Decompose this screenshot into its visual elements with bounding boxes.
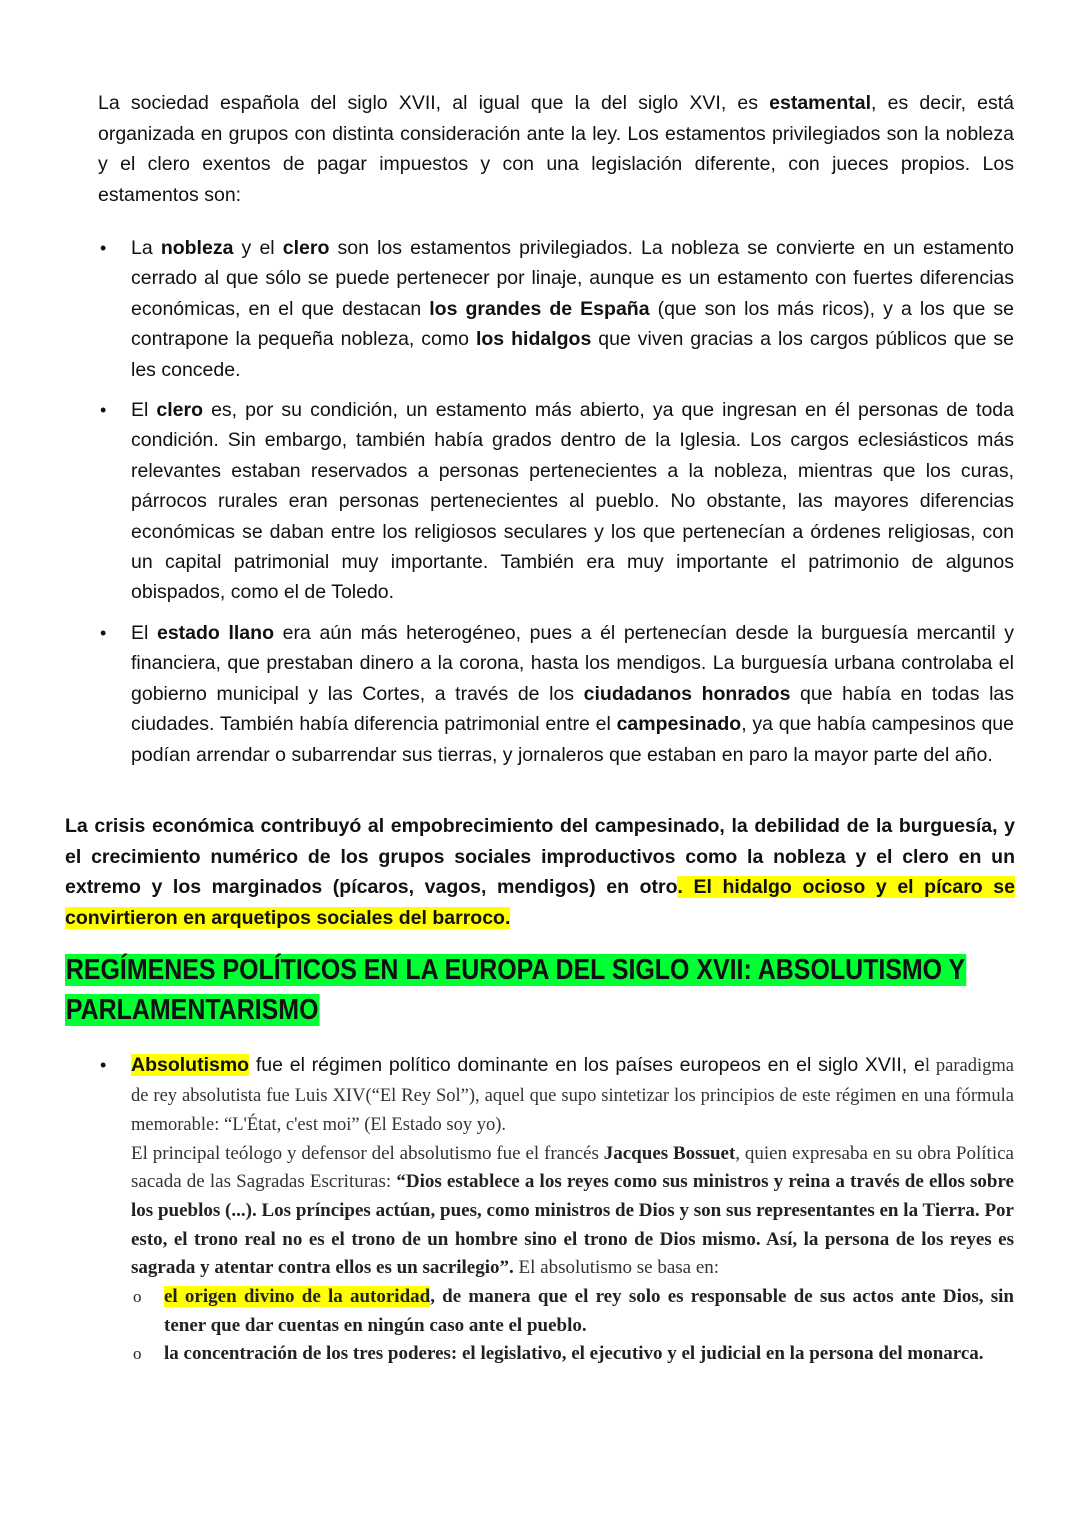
term-ciudadanos-honrados: ciudadanos honrados (583, 682, 791, 705)
intro-text: La sociedad española del siglo XVII, al igual que la del siglo XVI, es (98, 92, 770, 114)
absolutismo-bases-list (98, 1283, 1014, 1369)
bullet-icon: • (100, 622, 107, 643)
term-estamental: estamental (769, 92, 872, 114)
bullet-icon: • (100, 400, 107, 421)
absolutismo-item (98, 1051, 1014, 1369)
list-item-tres-poderes: o la concentración de los tres poderes: el legislativo, el ejecutivo y el judicial en la persona del monarca. (98, 1340, 1014, 1369)
term-estado-llano: estado llano (156, 621, 274, 644)
circle-bullet-icon: o (133, 1287, 142, 1307)
list-item-origen-divino: o el origen divino de la autoridad, de manera que el rey solo es responsable de sus actos ante Dios, sin tener que dar cuentas en ningún caso ante el pueblo. (98, 1283, 1014, 1340)
term-clero: clero (156, 399, 204, 422)
highlighted-conclusion: . El hidalgo ocioso y el pícaro se convirtieron en arquetipos sociales del barroco. (65, 876, 1015, 929)
section-heading (65, 950, 1020, 1030)
term-nobleza: nobleza (160, 237, 234, 259)
intro-text-cont: , es decir, está organizada en grupos con distinta consideración ante la ley. Los estamentos privilegiados son la nobleza y el clero exentos de pagar impuestos y con una legislación diferente, con jueces propios. Los estamentos son: (98, 92, 1014, 206)
intro-paragraph (98, 88, 1014, 210)
heading-line-2: PARLAMENTARISMO (65, 994, 319, 1026)
bossuet-paragraph: El principal teólogo y defensor del absolutismo fue el francés Jacques Bossuet, quien expresaba en su obra Política sacada de las Sagradas Escrituras: “Dios establece a los reyes como sus ministros y reina a través de ellos sobre los pueblos (...). Los príncipes actúan, pues, como ministros de Dios y son sus representantes en la Tierra. Por esto, el trono real no es el trono de un hombre sino el trono de Dios mismo. Así, la persona de los reyes es sagrada y atentar contra ellos es un sacrilegio”. El absolutismo se basa en: (131, 1142, 1014, 1279)
term-clero: clero (282, 237, 330, 259)
bullet-icon: • (100, 1055, 107, 1075)
absolutismo-definition: Absolutismo fue el régimen político dominante en los países europeos en el siglo XVII, el paradigma de rey absolutista fue Luis XIV(“El Rey Sol”), aquel que supo sintetizar los principios de este régimen en una fórmula memorable: “L'État, c'est moi” (El Estado soy yo). (131, 1054, 1014, 1135)
term-grandes-de-espana: los grandes de España (429, 297, 650, 320)
bullet-icon: • (100, 238, 107, 258)
term-absolutismo: Absolutismo (131, 1054, 250, 1076)
list-item-nobleza: • La nobleza y el clero son los estamentos privilegiados. La nobleza se convierte en un estamento cerrado al que sólo se puede pertenecer por linaje, aunque es un estamento con fuertes diferencias económicas, en el que destacan los grandes de España (que son los más ricos), y a los que se contrapone la pequeña nobleza, como los hidalgos que viven gracias a los cargos públicos que se les concede. (98, 233, 1014, 385)
term-bossuet: Jacques Bossuet (603, 1142, 736, 1164)
bossuet-quote: “Dios establece a los reyes como sus ministros y reina a través de ellos sobre los pueblos (...). Los príncipes actúan, pues, como ministros de Dios y son sus representantes en la Tierra. Por esto, el trono real no es el trono de un hombre sino el trono de Dios mismo. Así, la persona de los reyes es sagrada y atentar contra ellos es un sacrilegio”. (131, 1171, 1014, 1279)
term-campesinado: campesinado (616, 713, 742, 736)
circle-bullet-icon: o (133, 1344, 142, 1364)
list-item-clero: • El clero es, por su condición, un estamento más abierto, ya que ingresan en él personas de toda condición. Sin embargo, también había grados dentro de la Iglesia. Los cargos eclesiásticos más relevantes estaban reservados a personas pertenecientes a la nobleza, mientras que los curas, párrocos rurales eran personas pertenecientes al pueblo. No obstante, las mayores diferencias económicas se daban entre los religiosos seculares y los que pertenecían a órdenes religiosas, con un capital patrimonial muy importante. También era muy importante el patrimonio de algunos obispados, como el de Toledo. (98, 395, 1014, 608)
term-hidalgos: los hidalgos (475, 328, 592, 351)
estamentos-list (98, 233, 1014, 780)
list-item-estado-llano: • El estado llano era aún más heterogéneo, pues a él pertenecían desde la burguesía mercantil y financiera, que prestaban dinero a la corona, hasta los mendigos. La burguesía urbana controlaba el gobierno municipal y las Cortes, a través de los ciudadanos honrados que había en todas las ciudades. También había diferencia patrimonial entre el campesinado, ya que había campesinos que podían arrendar o subarrendar sus tierras, y jornaleros que estaban en paro la mayor parte del año. (98, 618, 1014, 770)
crisis-paragraph: La crisis económica contribuyó al empobrecimiento del campesinado, la debilidad de la burguesía, y el crecimiento numérico de los grupos sociales improductivos como la nobleza y el clero en un extremo y los marginados (pícaros, vagos, mendigos) en otro. El hidalgo ocioso y el pícaro se convirtieron en arquetipos sociales del barroco. (65, 815, 1015, 929)
highlighted-origen-divino: el origen divino de la autoridad (164, 1286, 431, 1308)
heading-line-1: REGÍMENES POLÍTICOS EN LA EUROPA DEL SIGLO XVII: ABSOLUTISMO Y (65, 954, 966, 986)
